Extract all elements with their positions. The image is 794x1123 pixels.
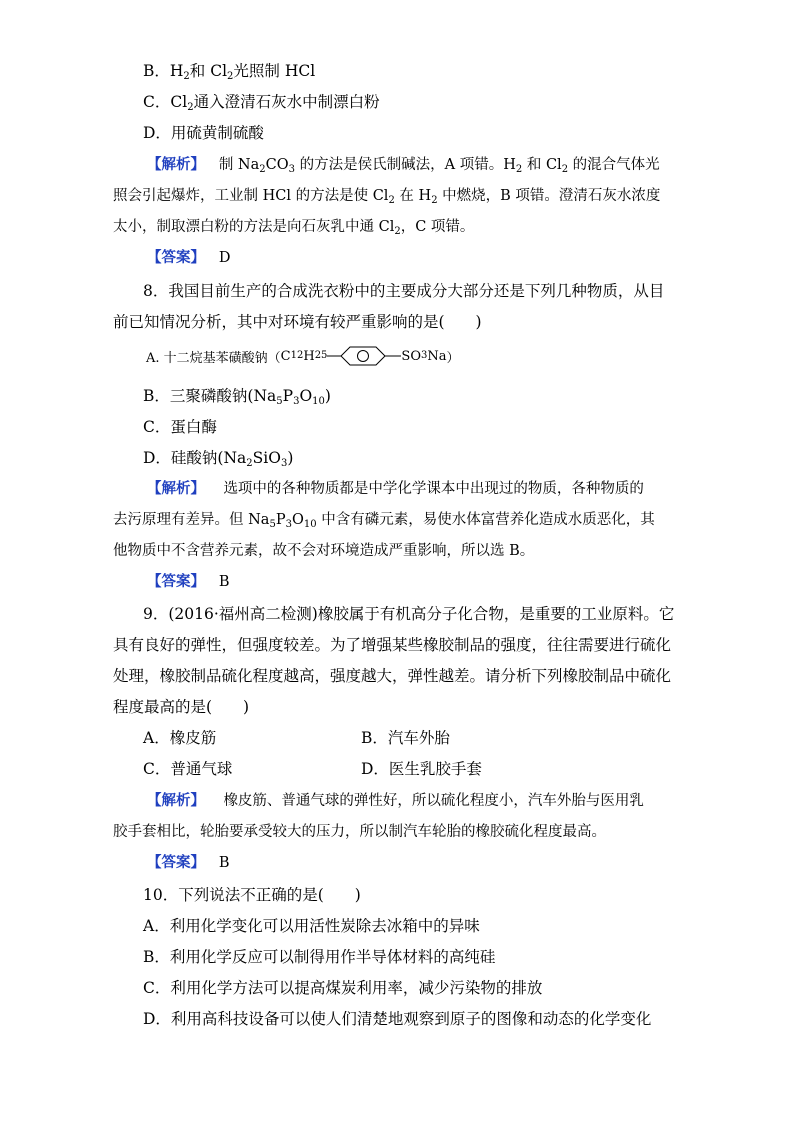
- q10-option-b: B．利用化学反应可以制得用作半导体材料的高纯硅: [143, 948, 496, 966]
- q10-option-d: D．利用高科技设备可以使人们清楚地观察到原子的图像和动态的化学变化: [143, 1010, 652, 1028]
- q8-option-d: D．硅酸钠$(Na_2SiO_3)$: [143, 449, 294, 469]
- q9-stem-line-1: 9．(2016·福州高二检测)橡胶属于有机高分子化合物，是重要的工业原料。它: [143, 605, 675, 623]
- q8-analysis-line-3: 他物质中不含营养元素，故不会对环境造成严重影响，所以选 B。: [113, 543, 535, 559]
- q9-option-b: B．汽车外胎: [361, 729, 450, 747]
- q7-option-d: D．用硫黄制硫酸: [143, 124, 264, 142]
- q10-option-c: C．利用化学方法可以提高煤炭利用率，减少污染物的排放: [143, 979, 543, 997]
- q8-analysis-line-2: 去污原理有差异。但 $Na_5P_3O_{10}$ 中含有磷元素，易使水体富营养化造成水质恶化，其: [113, 512, 655, 530]
- q8-option-a-structural-formula: A. 十二烷基苯磺酸钠（ C 12 H 25 SO 3 Na ）: [146, 345, 460, 367]
- q9-stem-line-2: 具有良好的弹性，但强度较差。为了增强某些橡胶制品的强度，往往需要进行硫化: [113, 636, 672, 654]
- q7-answer: 【答案】 D: [147, 249, 231, 266]
- q9-option-c: C．普通气球: [143, 760, 233, 778]
- q9-stem-line-4: 程度最高的是( ): [113, 698, 250, 716]
- answer-label: 【答案】: [147, 573, 205, 590]
- q10-option-a: A．利用化学变化可以用活性炭除去冰箱中的异味: [143, 917, 480, 935]
- q8-answer: 【答案】 B: [147, 573, 230, 590]
- analysis-label: 【解析】: [147, 792, 205, 809]
- q7-option-b: B．$H_2$和 $Cl_2$光照制 HCl: [143, 62, 316, 82]
- answer-label: 【答案】: [147, 249, 205, 266]
- analysis-label: 【解析】: [147, 480, 205, 497]
- q8-analysis-line-1: 【解析】 选项中的各种物质都是中学化学课本中出现过的物质，各种物质的: [147, 480, 644, 497]
- q9-option-d: D．医生乳胶手套: [361, 760, 482, 778]
- q8-stem-line-2: 前已知情况分析，其中对环境有较严重影响的是( ): [113, 313, 482, 331]
- q7-analysis-line-3: 太小，制取漂白粉的方法是向石灰乳中通 $Cl_2$，C 项错。: [113, 219, 475, 237]
- q10-stem: 10．下列说法不正确的是( ): [143, 886, 361, 904]
- answer-label: 【答案】: [147, 854, 205, 871]
- q8-option-b: B．三聚磷酸钠$(Na_5P_3O_{10})$: [143, 387, 331, 407]
- q7-option-c: C．$Cl_2$通入澄清石灰水中制漂白粉: [143, 93, 380, 113]
- q7-analysis-line-1: 【解析】 制 $Na_2CO_3$ 的方法是侯氏制碱法，A 项错。$H_2$ 和 $Cl_2$ 的混合气体光: [147, 156, 660, 175]
- q7-analysis-line-2: 照会引起爆炸，工业制 HCl 的方法是使 $Cl_2$ 在 $H_2$ 中燃烧，B 项错。澄清石灰水浓度: [113, 188, 661, 206]
- benzene-ring-icon: [327, 345, 401, 367]
- q9-analysis-line-2: 胶手套相比，轮胎要承受较大的压力，所以制汽车轮胎的橡胶硫化程度最高。: [113, 824, 606, 840]
- q9-answer: 【答案】 B: [147, 854, 230, 871]
- q9-analysis-line-1: 【解析】 橡皮筋、普通气球的弹性好，所以硫化程度小，汽车外胎与医用乳: [147, 792, 644, 809]
- q9-option-a: A．橡皮筋: [143, 729, 217, 747]
- q9-stem-line-3: 处理，橡胶制品硫化程度越高，强度越大，弹性越差。请分析下列橡胶制品中硫化: [113, 667, 672, 685]
- q8-option-c: C．蛋白酶: [143, 418, 217, 436]
- analysis-label: 【解析】: [147, 156, 205, 173]
- q8-stem-line-1: 8．我国目前生产的合成洗衣粉中的主要成分大部分还是下列几种物质，从目: [143, 282, 665, 300]
